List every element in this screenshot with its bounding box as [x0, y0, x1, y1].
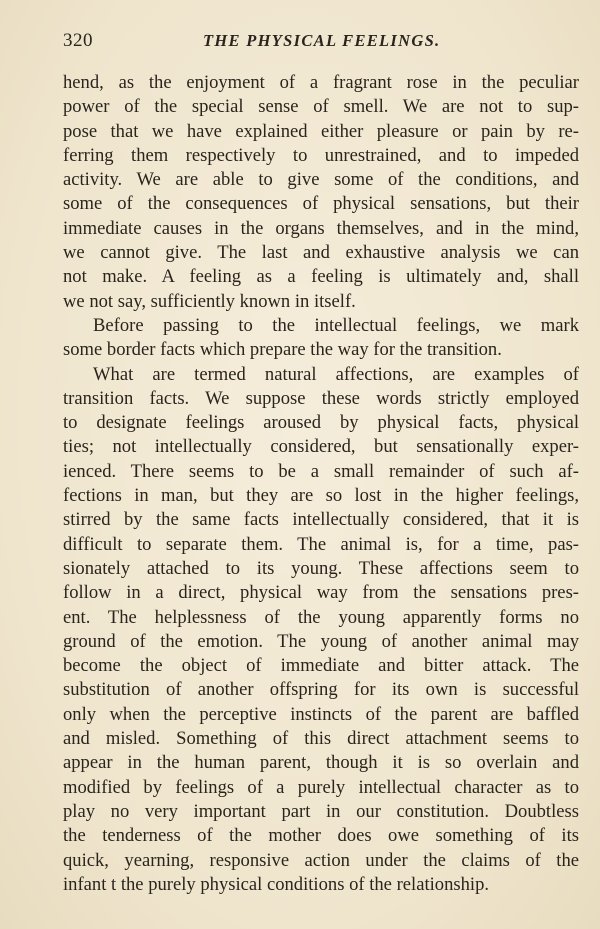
text-line: only when the perceptive instincts of the parent are baffled [63, 703, 579, 725]
text-line: transition facts. We suppose these words strictly employed [63, 387, 579, 409]
text-line: ferring them respectively to unrestrained, and to impeded [63, 144, 579, 166]
text-line: play no very important part in our constitution. Doubtless [63, 800, 579, 822]
text-line: fections in man, but they are so lost in the higher feelings, [63, 485, 579, 507]
text-line: we cannot give. The last and exhaustive analysis we can [63, 242, 579, 264]
text-line: ent. The helplessness of the young apparently forms no [63, 606, 579, 628]
text-line: some of the consequences of physical sensations, but their [63, 193, 579, 215]
body-text [63, 71, 579, 897]
paragraph-end-line: we not say, sufficiently known in itself. [63, 290, 356, 312]
paragraph-start-line: What are termed natural affections, are examples of [93, 363, 579, 385]
paragraph-end-line: some border facts which prepare the way for the transition. [63, 339, 502, 361]
paragraph-end-line: infant t the purely physical conditions of the relationship. [63, 873, 490, 895]
text-line: not make. A feeling as a feeling is ultimately and, shall [63, 266, 579, 288]
text-line: activity. We are able to give some of the conditions, and [63, 169, 579, 191]
text-line: substitution of another offspring for its own is successful [63, 679, 579, 701]
text-line: become the object of immediate and bitter attack. The [63, 655, 579, 677]
text-line: hend, as the enjoyment of a fragrant rose in the peculiar [63, 72, 579, 93]
paragraph-start-line: Before passing to the intellectual feelings, we mark [93, 314, 579, 336]
text-line: ground of the emotion. The young of another animal may [63, 630, 579, 652]
text-line: appear in the human parent, though it is so overlain and [63, 752, 579, 774]
text-line: to designate feelings aroused by physical facts, physical [63, 412, 579, 434]
text-line: immediate causes in the organs themselves, and in the mind, [63, 217, 579, 239]
text-line: pose that we have explained either pleasure or pain by re- [63, 120, 579, 142]
running-title: THE PHYSICAL FEELINGS. [203, 31, 441, 50]
text-line: the tenderness of the mother does owe something of its [63, 825, 579, 847]
text-line: ienced. There seems to be a small remainder of such af- [63, 460, 579, 482]
text-line: power of the special sense of smell. We are not to sup- [63, 96, 579, 118]
text-line: difficult to separate them. The animal is, for a time, pas- [63, 533, 579, 555]
text-line: quick, yearning, responsive action under the claims of the [63, 849, 579, 871]
page-header [63, 30, 543, 54]
text-line: stirred by the same facts intellectually considered, that it is [63, 509, 579, 531]
text-line: follow in a direct, physical way from the sensations pres- [63, 582, 579, 604]
text-line: and misled. Something of this direct attachment seems to [63, 728, 579, 750]
text-line: modified by feelings of a purely intellectual character as to [63, 776, 579, 798]
text-line: sionately attached to its young. These affections seem to [63, 557, 579, 579]
text-line: ties; not intellectually considered, but sensationally exper- [63, 436, 579, 458]
page-number: 320 [63, 30, 93, 51]
